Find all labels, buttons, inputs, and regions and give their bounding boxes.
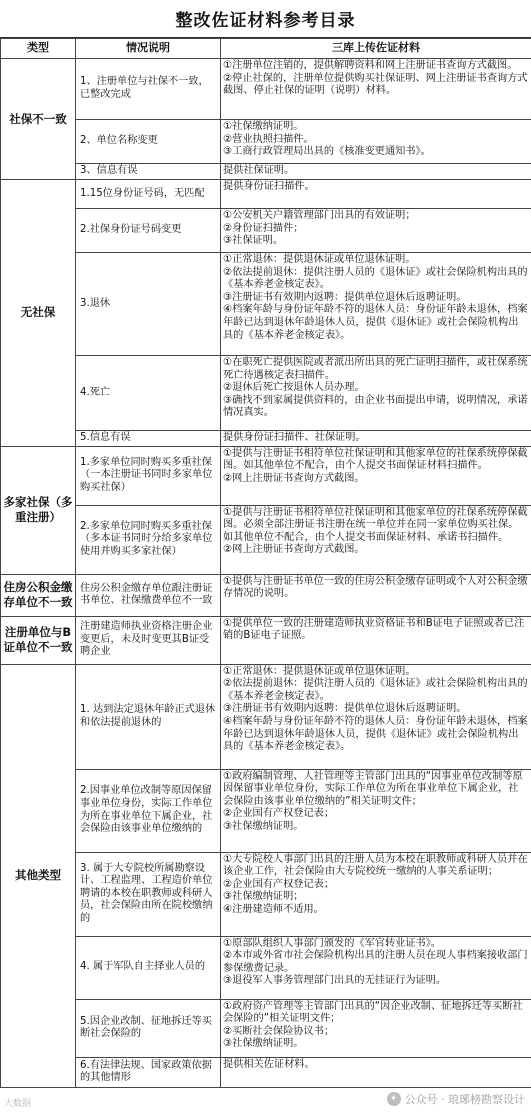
- evidence-item: 提供社保证明。: [223, 165, 295, 176]
- situation-cell: 3、信息有误: [76, 164, 221, 180]
- evidence-item: ①提供单位一致的注册建造师执业资格证书和B证电子证照或者已注销的B证电子证照。: [223, 617, 525, 642]
- evidence-item: ③确找不到家属提供资料的，由企业书面提出申请，说明情况，承诺情况真实。: [223, 394, 528, 419]
- situation-cell: 1.15位身份证号码，无匹配: [76, 180, 221, 209]
- wechat-icon: ✦: [387, 1092, 401, 1106]
- situation-cell: 6.有法律法规、国家政策依据的其他情形: [76, 1057, 221, 1087]
- evidence-item: ①提供与注册证书相符单位社保证明和其他家单位的社保系统停保截图。如其他单位不配合，由个人提交书面保证材料扫描件。: [223, 447, 528, 472]
- evidence-cell: [221, 664, 531, 769]
- evidence-cell: [221, 616, 531, 664]
- table-row: [1, 1057, 531, 1087]
- situation-cell: 1、注册单位与社保不一致，已整改完成: [76, 59, 221, 120]
- table-row: [1, 120, 531, 164]
- evidence-cell: [221, 356, 531, 431]
- situation-cell: 5.信息有误: [76, 431, 221, 447]
- evidence-item: ④注册建造师不适用。: [223, 903, 324, 915]
- evidence-cell: [221, 446, 531, 505]
- evidence-item: ①注册单位注销的，提供解聘资料和网上注册证书查询方式截图。: [223, 60, 518, 71]
- table-row: [1, 505, 531, 574]
- category-cell: 社保不一致: [1, 59, 76, 180]
- situation-cell: 3.退休: [76, 253, 221, 356]
- corner-watermark: 大数据: [4, 1099, 32, 1109]
- table-row: [1, 180, 531, 209]
- evidence-cell: [221, 936, 531, 999]
- evidence-cell: [221, 209, 531, 253]
- evidence-item: ③工商行政管理局出具的《核准变更通知书》。: [223, 146, 431, 158]
- table-row: [1, 852, 531, 936]
- evidence-item: ①在职死亡提供医院或者派出所出具的死亡证明扫描件，或社保系统死亡待遇核定表扫描件。: [223, 357, 528, 381]
- category-cell: 多家社保（多重注册）: [1, 446, 76, 574]
- evidence-item: 提供身份证扫描件、社保证明。: [223, 432, 366, 443]
- table-row: [1, 769, 531, 852]
- situation-cell: 1. 达到法定退休年龄正式退休和依法提前退休的: [76, 664, 221, 769]
- evidence-item: ①政府资产管理等主管部门出具的“因企业改制、征地拆迁等买断社会保险的”相关证明文件；: [223, 1000, 523, 1025]
- evidence-cell: [221, 999, 531, 1057]
- evidence-item: ③社保缴纳证明；: [223, 891, 304, 903]
- table-row: [1, 164, 531, 180]
- table-body: [1, 59, 531, 1088]
- reference-table: [0, 38, 531, 1088]
- evidence-item: ②依法提前退休：提供注册人员的《退休证》或社会保险机构出具的《基本养老金核定表》。: [223, 266, 528, 291]
- evidence-item: ③社保缴纳证明。: [223, 1038, 304, 1050]
- evidence-item: ①提供与注册证书相符单位社保证明和其他家单位的社保系统停保截图。必须全部注册证书注册在统一单位并在同一家单位购买社保。如其他单位不配合，由个人提交书面保证材料、承诺书扫描件。: [223, 506, 528, 543]
- evidence-item: ②身份证扫描件；: [223, 222, 304, 234]
- table-row: [1, 253, 531, 356]
- situation-cell: 2.因事业单位改制等原因保留事业单位身份，实际工作单位为所在事业单位下属企业，社会保险由该事业单位缴纳的: [76, 769, 221, 852]
- category-cell: 无社保: [1, 180, 76, 447]
- evidence-item: ②本市或外省市社会保险机构出具的注册人员在现人事档案接收部门参保缴费记录。: [223, 950, 528, 974]
- header-situation: 情况说明: [76, 39, 221, 59]
- category-cell: 注册单位与B证单位不一致: [1, 616, 76, 664]
- evidence-item: ②网上注册证书查询方式截图。: [223, 472, 365, 484]
- evidence-cell: [221, 852, 531, 936]
- table-row: [1, 431, 531, 447]
- evidence-cell: [221, 505, 531, 574]
- header-type: 类型: [1, 39, 76, 59]
- evidence-item: ④档案年龄与身份证年龄不符的退休人员：身份证年龄未退休，档案年龄已达到退休年龄退休人员，提供《退休证》或社会保险机构出具的《基本养老金核定表》。: [223, 304, 528, 341]
- evidence-cell: [221, 253, 531, 356]
- category-cell: 其他类型: [1, 664, 76, 1087]
- evidence-item: ①正常退休：提供退休证或单位退休证明。: [223, 665, 416, 677]
- evidence-item: 提供相关佐证材料。: [223, 1058, 315, 1070]
- evidence-item: ③注册证书有效期内返聘：提供单位退休后返聘证明。: [223, 291, 467, 303]
- table-row: [1, 209, 531, 253]
- table-row: [1, 356, 531, 431]
- evidence-item: ②退休后死亡按退休人员办理。: [223, 382, 365, 394]
- table-row: [1, 59, 531, 120]
- situation-cell: 1.多家单位同时购买多重社保（一本注册证书同时多家单位购买社保）: [76, 446, 221, 505]
- category-cell: 住房公积金缴存单位不一致: [1, 574, 76, 616]
- situation-cell: 4. 属于军队自主择业人员的: [76, 936, 221, 999]
- evidence-item: ③社保缴纳证明。: [223, 820, 304, 832]
- evidence-item: ②买断社会保险协议书；: [223, 1025, 335, 1037]
- table-row: [1, 936, 531, 999]
- evidence-item: 提供身份证扫描件。: [223, 181, 315, 192]
- evidence-item: ②企业国有产权登记表；: [223, 878, 335, 890]
- evidence-item: ②营业执照扫描件。: [223, 133, 314, 145]
- evidence-item: ①大专院校人事部门出具的注册人员为本校在职教师或科研人员并在该企业工作，社会保险由大专院校统一缴纳的人事关系证明；: [223, 853, 528, 878]
- situation-cell: 3. 属于大专院校所属勘察设计、工程监理、工程造价单位聘请的本校在职教师或科研人员，社会保险由所在院校缴纳的: [76, 852, 221, 936]
- evidence-item: ③社保证明。: [223, 235, 284, 247]
- situation-cell: 2.多家单位同时购买多重社保（多本证书同时分给多家单位使用并购买多家社保）: [76, 505, 221, 574]
- situation-cell: 注册建造师执业资格注册企业变更后，未及时变更其B证受聘企业: [76, 616, 221, 664]
- situation-cell: 2.社保身份证号码变更: [76, 209, 221, 253]
- evidence-cell: [221, 120, 531, 164]
- evidence-item: ①公安机关户籍管理部门出具的有效证明；: [223, 210, 416, 221]
- situation-cell: 5.因企业改制、征地拆迁等买断社会保险的: [76, 999, 221, 1057]
- evidence-item: ④档案年龄与身份证年龄不符的退休人员：身份证年龄未退休，档案年龄已达到退休年龄退休人员，提供《退休证》或社会保险机构出具的《基本养老金核定表》。: [223, 715, 528, 753]
- table-row: [1, 999, 531, 1057]
- evidence-item: ③退役军人事务管理部门出具的无挂证行为证明。: [223, 975, 447, 987]
- evidence-cell: [221, 164, 531, 180]
- evidence-item: ①提供与注册证书单位一致的住房公积金缴存证明或个人对公积金缴存情况的说明。: [223, 575, 528, 600]
- evidence-cell: [221, 574, 531, 616]
- evidence-item: ②网上注册证书查询方式截图。: [223, 544, 365, 556]
- evidence-item: ②企业国有产权登记表；: [223, 808, 335, 820]
- evidence-item: ③注册证书有效期内返聘：提供单位退休后返聘证明。: [223, 703, 467, 715]
- situation-cell: 4.死亡: [76, 356, 221, 431]
- evidence-item: ①原部队组织人事部门颁发的《军官转业证书》。: [223, 937, 441, 949]
- evidence-item: ②依法提前退休：提供注册人员的《退休证》或社会保险机构出具的《基本养老金核定表》。: [223, 678, 528, 702]
- header-evidence: 三库上传佐证材料: [221, 39, 531, 59]
- table-header-row: [1, 39, 531, 59]
- table-row: [1, 616, 531, 664]
- evidence-item: ①社保缴纳证明。: [223, 121, 304, 132]
- situation-cell: 2、单位名称变更: [76, 120, 221, 164]
- evidence-cell: [221, 1057, 531, 1087]
- evidence-item: ②停止社保的，注册单位提供购买社保证明、网上注册证书查询方式截图、停止社保的证明（说明）材料。: [223, 72, 528, 97]
- table-row: [1, 664, 531, 769]
- evidence-cell: [221, 180, 531, 209]
- evidence-item: ①政府编制管理、人社管理等主管部门出具的“因事业单位改制等原因保留事业单位身份，实际工作单位为所在事业单位下属企业，社会保险由该事业单位缴纳的”相关证明文件；: [223, 770, 523, 807]
- situation-cell: 住房公积金缴存单位跟注册证书单位、社保缴费单位不一致: [76, 574, 221, 616]
- evidence-cell: [221, 431, 531, 447]
- source-watermark: [387, 1091, 526, 1107]
- watermark-text: 公众号 · 琅琊榜勘察设计: [404, 1093, 525, 1106]
- table-row: [1, 446, 531, 505]
- evidence-cell: [221, 59, 531, 120]
- table-row: [1, 574, 531, 616]
- evidence-cell: [221, 769, 531, 852]
- evidence-item: ①正常退休：提供退休证或单位退休证明。: [223, 254, 416, 265]
- page-title: 整改佐证材料参考目录: [0, 0, 531, 38]
